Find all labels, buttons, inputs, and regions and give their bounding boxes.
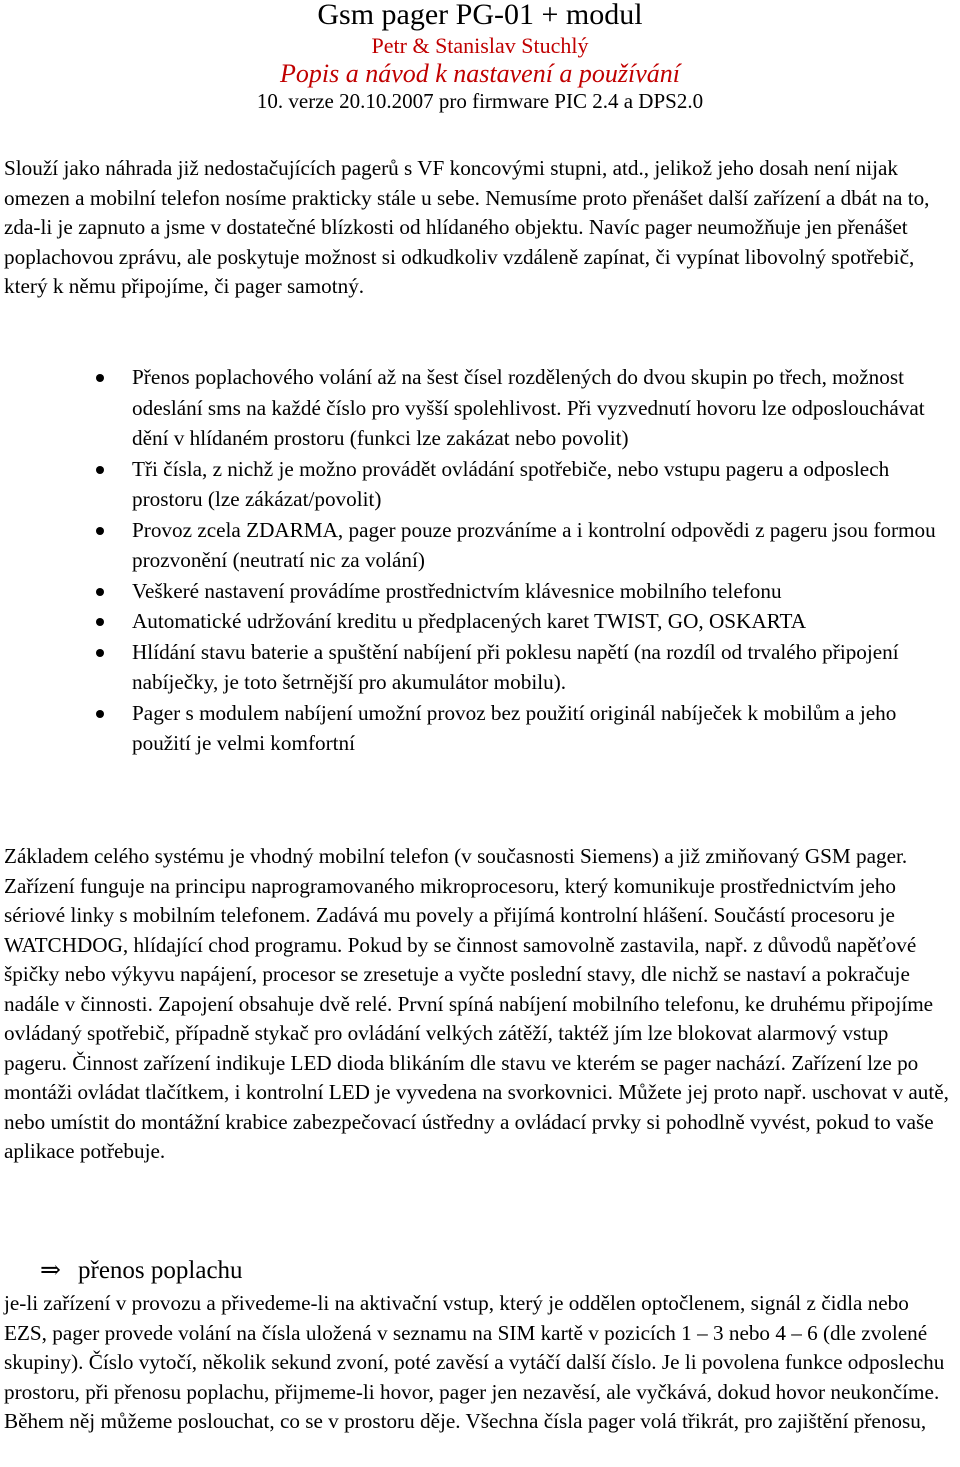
double-arrow-icon: ⇒ [40,1257,61,1284]
list-item [0,698,952,759]
list-item [0,515,952,576]
document-authors: Petr & Stanislav Stuchlý [371,33,589,58]
list-item-text: Přenos poplachového volání až na šest čísel rozdělených do dvou skupin po třech, možnost odeslání sms na každé číslo pro vyšší spolehlivost. Při vyzvednutí hovoru lze odposlouchávat dění v hlídaném prostoru (funkci lze zakázat nebo povolit) [132,365,925,450]
list-item-text: Hlídání stavu baterie a spuštění nabíjení při poklesu napětí (na rozdíl od trvalého připojení nabíječky, je toto šetrnější pro akumulátor mobilu). [132,639,899,694]
list-item [0,362,952,454]
intro-paragraph: Slouží jako náhrada již nedostačujících pagerů s VF koncovými stupni, atd., jelikož jeho dosah není nijak omezen a mobilní telefon nosíme prakticky stále u sebe. Nemusíme proto přenášet další zařízení a dbát na to, zda-li je zapnuto a jsme v dostatečné blízkosti od hlídaného objektu. Navíc pager neumožňuje jen přenášet poplachovou zprávu, ale poskytuje možnost si odkudkoliv vzdáleně zapínat, či vypínat libovolný spotřebič, který k němu připojíme, či pager samotný. [4,156,930,298]
list-item-text: Pager s modulem nabíjení umožní provoz bez použití originál nabíječek k mobilům a jeho použití je velmi komfortní [132,700,897,755]
document-subtitle: Popis a návod k nastavení a používání [279,59,681,88]
bullet-icon [96,649,104,657]
list-item-text: Automatické udržování kreditu u předplacených karet TWIST, GO, OSKARTA [132,609,807,633]
list-item [0,606,952,637]
alarm-section-heading-text: přenos poplachu [78,1257,243,1284]
bullet-icon [96,618,104,626]
feature-list [0,362,960,759]
list-item [0,454,952,515]
document-version: 10. verze 20.10.2007 pro firmware PIC 2.4 a DPS2.0 [256,89,704,113]
system-description-paragraph: Základem celého systému je vhodný mobilní telefon (v současnosti Siemens) a již zmiňovaný GSM pager. Zařízení funguje na principu naprogramovaného mikroprocesoru, který komunikuje prostřednictvím jeho sériové linky s mobilním telefonem. Zadává mu povely a přijímá kontrolní hlášení. Součástí procesoru je WATCHDOG, hlídající chod programu. Pokud by se činnost samovolně zastavila, např. z důvodů napěťové špičky nebo výkyvu napájení, procesor se zresetuje a vyčte poslední stavy, dle nichž se nastaví a pokračuje nadále v činnosti. Zapojení obsahuje dvě relé. První spíná nabíjení mobilního telefonu, ke druhému připojíme ovládaný spotřebič, případně stykač pro ovládání velkých zátěží, taktéž jím lze blokovat alarmový vstup pageru. Činnost zařízení indikuje LED dioda blikáním dle stavu ve kterém se pager nachází. Zařízení lze po montáži ovládat tlačítkem, i kontrolní LED je vyvedena na svorkovnici. Můžete jej proto např. uschovat v autě, nebo umístit do montážní krabice zabezpečovací ústředny a ovládací prvky si pohodlně vyvést, pokud to vaše aplikace potřebuje. [4,844,949,1163]
bullet-icon [96,374,104,382]
document-title: Gsm pager PG-01 + modul [317,0,643,31]
bullet-icon [96,588,104,596]
list-item-text: Tři čísla, z nichž je možno provádět ovládání spotřebiče, nebo vstupu pageru a odposlech prostoru (lze zákázat/povolit) [132,456,890,511]
alarm-section-heading [40,1256,243,1286]
list-item-text: Provoz zcela ZDARMA, pager pouze prozváníme a i kontrolní odpovědi z pageru jsou formou prozvonění (neutratí nic za volání) [132,517,936,572]
bullet-icon [96,466,104,474]
document-header [0,0,960,114]
list-item-text: Veškeré nastavení provádíme prostřednictvím klávesnice mobilního telefonu [132,578,782,603]
list-item [0,576,952,607]
bullet-icon [96,527,104,535]
bullet-icon [96,710,104,718]
list-item [0,637,952,698]
alarm-section-paragraph: je-li zařízení v provozu a přivedeme-li na aktivační vstup, který je oddělen optočlenem, signál z čidla nebo EZS, pager provede volání na čísla uložená v seznamu na SIM kartě v pozicích 1 – 3 nebo 4 – 6 (dle zvolené skupiny). Číslo vytočí, několik sekund zvoní, poté zavěsí a vytáčí další číslo. Je li povolena funkce odposlechu prostoru, při přenosu poplachu, přijmeme-li hovor, pager jen nezavěsí, ale vyčkává, dokud hovor neukončíme. Během něj můžeme poslouchat, co se v prostoru děje. Všechna čísla pager volá třikrát, pro zajištění přenosu, [4,1291,945,1433]
